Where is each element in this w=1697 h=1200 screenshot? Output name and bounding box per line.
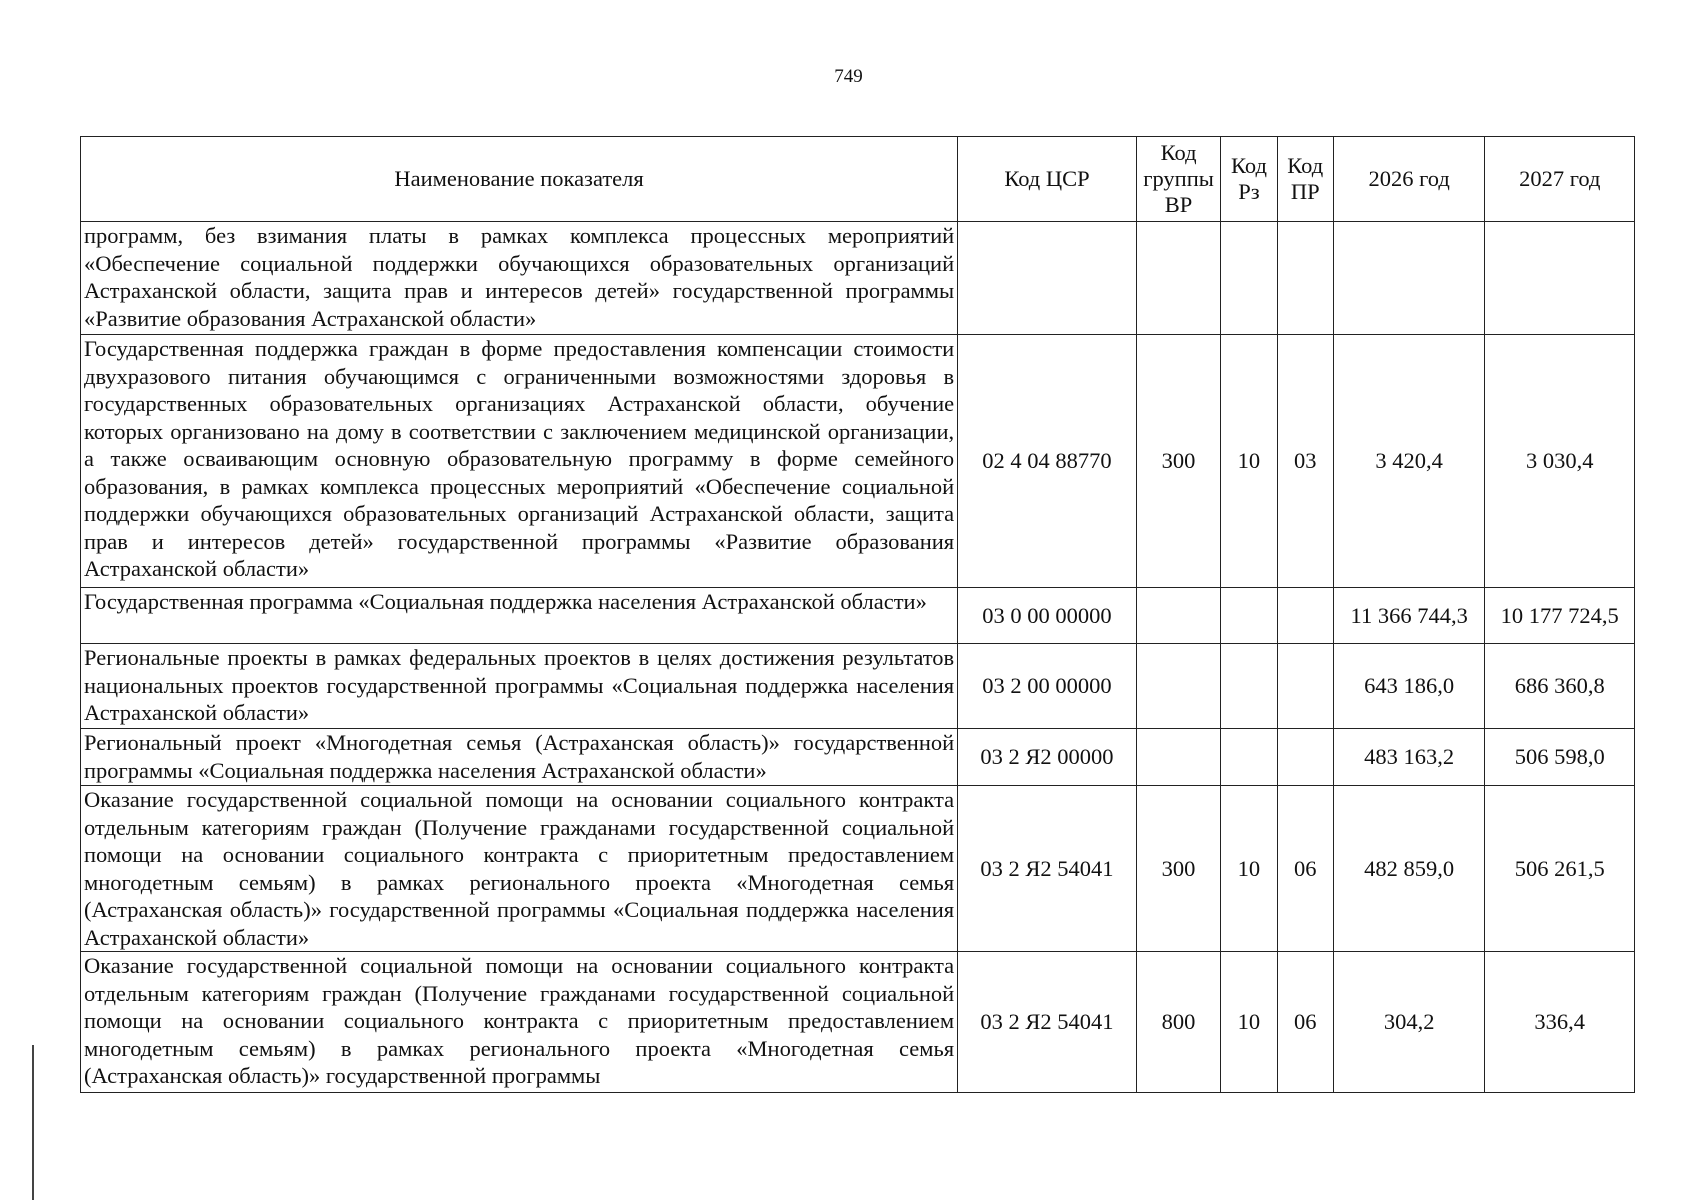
table-row [81,644,1635,729]
row-rz: 10 [1221,786,1277,952]
table-row [81,729,1635,786]
row-2027: 10 177 724,5 [1485,588,1635,644]
row-name: Оказание государственной социальной помощи на основании социального контракта отдельным категориям граждан (Получение гражданами государственной социальной помощи на основании социального контракта с приоритетным предоставлением многодетным семьям) в рамках регионального проекта «Многодетная семья (Астраханская область)» государственной программы «Социальная поддержка населения Астраханской области» [81,786,958,952]
header-rz: Код Рз [1221,137,1277,222]
row-csr [958,222,1137,335]
row-2026: 643 186,0 [1333,644,1485,729]
row-2027: 3 030,4 [1485,335,1635,588]
row-csr: 02 4 04 88770 [958,335,1137,588]
row-rz [1221,588,1277,644]
row-rz [1221,729,1277,786]
row-name-cell [81,952,958,1093]
row-name: Государственная поддержка граждан в форме предоставления компенсации стоимости двухразового питания обучающимся с ограниченными возможностями здоровья в государственных образовательных организациях Астраханской области, обучение которых организовано на дому в соответствии с заключением медицинской организации, а также осваивающим основную образовательную программу в форме семейного образования, в рамках комплекса процессных мероприятий «Обеспечение социальной поддержки обучающихся образовательных организаций Астраханской области, защита прав и интересов детей» государственной программы «Развитие образования Астраханской области» [81,335,958,588]
row-2026: 3 420,4 [1333,335,1485,588]
row-vr [1136,588,1220,644]
table-row [81,588,1635,644]
table-row [81,952,1635,1093]
page-number: 749 [834,66,863,87]
row-name: Государственная программа «Социальная поддержка населения Астраханской области» [81,588,958,644]
row-pr [1277,644,1333,729]
row-csr: 03 2 Я2 54041 [958,786,1137,952]
row-csr: 03 2 Я2 00000 [958,729,1137,786]
row-csr: 03 2 00 00000 [958,644,1137,729]
row-pr [1277,588,1333,644]
row-2027 [1485,222,1635,335]
row-csr: 03 2 Я2 54041 [958,952,1137,1093]
row-pr: 03 [1277,335,1333,588]
row-2026 [1333,222,1485,335]
row-2026: 482 859,0 [1333,786,1485,952]
row-pr [1277,222,1333,335]
scan-edge-line [32,1045,34,1200]
table-row [81,335,1635,588]
row-vr [1136,222,1220,335]
row-2026: 11 366 744,3 [1333,588,1485,644]
row-pr [1277,729,1333,786]
row-rz [1221,222,1277,335]
header-2026: 2026 год [1333,137,1485,222]
header-csr: Код ЦСР [958,137,1137,222]
table-row [81,786,1635,952]
row-vr: 300 [1136,335,1220,588]
header-pr: Код ПР [1277,137,1333,222]
header-vr: Код группы ВР [1136,137,1220,222]
row-pr: 06 [1277,952,1333,1093]
header-2027: 2027 год [1485,137,1635,222]
row-name: Региональный проект «Многодетная семья (Астраханская область)» государственной программы «Социальная поддержка населения Астраханской области» [81,729,958,786]
row-csr: 03 0 00 00000 [958,588,1137,644]
row-name: Оказание государственной социальной помощи на основании социального контракта отдельным категориям граждан (Получение гражданами государственной социальной помощи на основании социального контракта с приоритетным предоставлением многодетным семьям) в рамках регионального проекта «Многодетная семья (Астраханская область)» государственной программы [84,953,955,1088]
row-2027: 686 360,8 [1485,644,1635,729]
table-header-row [81,137,1635,222]
row-rz: 10 [1221,952,1277,1093]
table-row [81,222,1635,335]
row-pr: 06 [1277,786,1333,952]
row-2026: 304,2 [1333,952,1485,1093]
row-2026: 483 163,2 [1333,729,1485,786]
budget-table [80,136,1635,1093]
header-name: Наименование показателя [81,137,958,222]
row-rz: 10 [1221,335,1277,588]
row-2027: 506 598,0 [1485,729,1635,786]
row-vr [1136,729,1220,786]
row-2027: 506 261,5 [1485,786,1635,952]
row-2027: 336,4 [1485,952,1635,1093]
row-name: Региональные проекты в рамках федеральных проектов в целях достижения результатов национальных проектов государственной программы «Социальная поддержка населения Астраханской области» [81,644,958,729]
row-vr: 300 [1136,786,1220,952]
row-vr: 800 [1136,952,1220,1093]
row-vr [1136,644,1220,729]
row-name: программ, без взимания платы в рамках комплекса процессных мероприятий «Обеспечение социальной поддержки обучающихся образовательных организаций Астраханской области, защита прав и интересов детей» государственной программы «Развитие образования Астраханской области» [81,222,958,335]
row-rz [1221,644,1277,729]
